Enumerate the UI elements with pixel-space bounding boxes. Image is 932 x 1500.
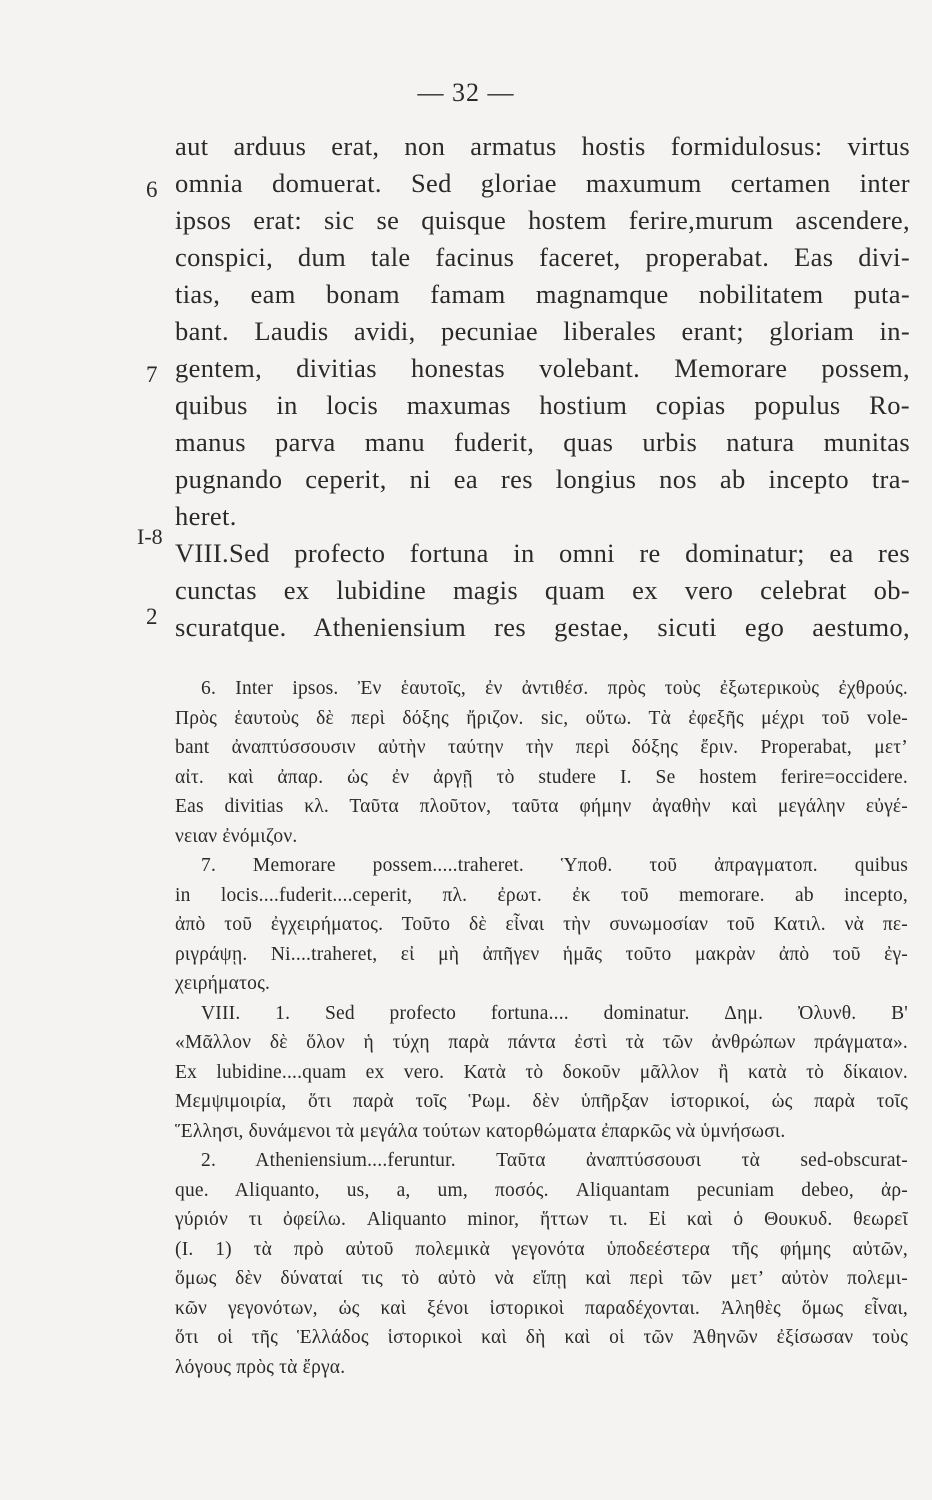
main-text-line: omnia domuerat. Sed gloriae maxumum certamen inter [175,168,910,198]
note-line: bant ἀναπτύσσουσιν αὐτὴν ταύτην τὴν περὶ δόξης ἔριν. Properabat, μετ’ [175,737,908,758]
note-line: (I. 1) τὰ πρὸ αὐτοῦ πολεμικὰ γεγονότα ὑποδεέστερα τῆς φήμης αὐτῶν, [175,1238,908,1260]
main-text-block [175,128,910,646]
note-line: Ἕλλησι, δυνάμενοι τὰ μεγάλα τούτων κατορθώματα ἐπαρκῶς νὰ ὑμνήσωσι. [175,1120,786,1142]
note-line: αἰτ. καὶ ἀπαρ. ὡς ἐν ἀργῇ τὸ studere I. Se hostem ferire=occidere. [175,766,908,788]
note-line: ὅτι οἱ τῆς Ἑλλάδος ἱστορικοὶ καὶ δὴ καὶ οἱ τῶν Ἀθηνῶν ἐξίσωσαν τοὺς [175,1327,908,1348]
main-text-line: conspici, dum tale facinus faceret, properabat. Eas divi- [175,242,910,272]
main-text-line: pugnando ceperit, ni ea res longius nos ab incepto tra- [175,464,910,494]
main-text-line: quibus in locis maxumas hostium copias populus Ro- [175,390,910,420]
margin-number-chapter: I-8 [137,524,163,549]
page-number: — 32 — [417,78,515,107]
note-line: γύριόν τι ὀφείλω. Aliquanto minor, ἥττων τι. Εἰ καὶ ὁ Θουκυδ. θεωρεῖ [175,1209,908,1230]
note-line: ἀπὸ τοῦ ἐγχειρήματος. Τοῦτο δὲ εἶναι τὴν συνωμοσίαν τοῦ Κατιλ. νὰ πε- [175,914,908,935]
margin-number-section-2: 2 [146,604,158,629]
margin-number-section-7: 7 [146,362,158,387]
note-line: κῶν γεγονότων, ὡς καὶ ξένοι ἱστορικοὶ παραδέχονται. Ἀληθὲς ὅμως εἶναι, [175,1297,908,1319]
note-line: ριγράψῃ. Ni....traheret, εἰ μὴ ἀπῆγεν ἡμᾶς τοῦτο μακρὰν ἀπὸ τοῦ ἐγ- [175,943,908,965]
note-line: VIII. 1. Sed profecto fortuna.... dominatur. Δημ. Ὀλυνθ. Β' [201,1002,908,1024]
note-line: Πρὸς ἑαυτοὺς δὲ περὶ δόξης ἤριζον. sic, οὕτω. Τὰ ἐφεξῆς μέχρι τοῦ vole- [175,707,908,729]
note-line: 2. Atheniensium....feruntur. Ταῦτα ἀναπτύσσουσι τὰ sed-obscurat- [201,1150,908,1171]
main-text-line: VIII.Sed profecto fortuna in omni re dominatur; ea res [175,538,910,568]
note-line: que. Aliquanto, us, a, um, ποσός. Aliquantam pecuniam debeo, ἀρ- [175,1179,908,1201]
note-line: Μεμψιμοιρία, ὅτι παρὰ τοῖς Ῥωμ. δὲν ὑπῆρξαν ἱστορικοί, ὡς παρὰ τοῖς [175,1091,908,1112]
note-line: ὅμως δὲν δύναταί τις τὸ αὐτὸ νὰ εἴπῃ καὶ περὶ τῶν μετ’ αὐτὸν πολεμι- [175,1268,908,1289]
main-text-line: cunctas ex lubidine magis quam ex vero celebrat ob- [175,575,910,605]
note-line: χειρήματος. [175,973,271,994]
main-text-line: scuratque. Atheniensium res gestae, sicuti ego aestumo, [175,612,910,642]
note-line: Eas divitias κλ. Ταῦτα πλοῦτον, ταῦτα φήμην ἀγαθὴν καὶ μεγάλην εὐγέ- [175,796,908,817]
note-line: Ex lubidine....quam ex vero. Κατὰ τὸ δοκοῦν μᾶλλον ἢ κατὰ τὸ δίκαιον. [175,1061,908,1083]
note-line: «Μᾶλλον δὲ ὅλον ἡ τύχη παρὰ πάντα ἐστὶ τὰ τῶν ἀνθρώπων πράγματα». [175,1032,908,1053]
main-text-line: gentem, divitias honestas volebant. Memorare possem, [175,353,910,383]
main-text-line: tias, eam bonam famam magnamque nobilitatem puta- [175,279,910,309]
note-line: λόγους πρὸς τὰ ἔργα. [175,1356,346,1378]
main-text-line: ipsos erat: sic se quisque hostem ferire,murum ascendere, [175,205,910,235]
main-text-line: aut arduus erat, non armatus hostis formidulosus: virtus [175,131,910,161]
margin-number-section-6: 6 [146,177,158,202]
main-text-line: manus parva manu fuderit, quas urbis natura munitas [175,427,910,457]
note-line: νειαν ἐνόμιζον. [175,825,298,847]
main-text-line: bant. Laudis avidi, pecuniae liberales erant; gloriam in- [175,316,910,346]
note-line: 6. Inter ipsos. Ἐν ἑαυτοῖς, ἐν ἀντιθέσ. πρὸς τοὺς ἐξωτερικοὺς ἐχθρούς. [201,678,908,699]
main-text-line: heret. [175,501,237,531]
footnotes-block [175,674,908,1382]
note-line: in locis....fuderit....ceperit, πλ. ἐρωτ. ἐκ τοῦ memorare. ab incepto, [175,884,908,906]
note-line: 7. Memorare possem.....traheret. Ὑποθ. τοῦ ἀπραγματοπ. quibus [201,855,908,876]
